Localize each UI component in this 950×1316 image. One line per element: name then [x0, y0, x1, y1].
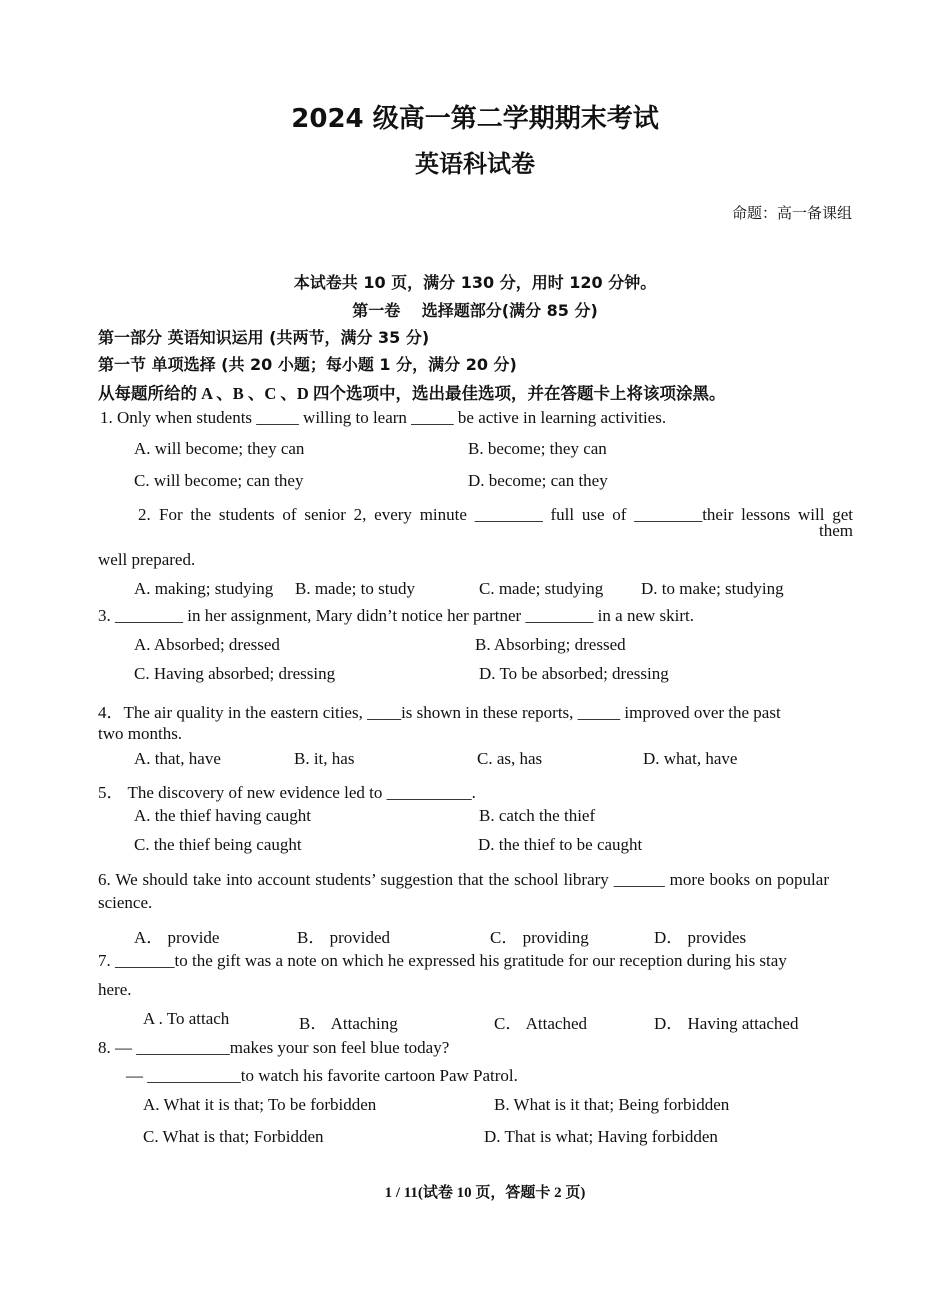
question-3-option-a: A. Absorbed; dressed: [134, 635, 280, 654]
question-2-option-a: A. making; studying: [134, 579, 274, 598]
question-6-option-a: A． provide: [134, 928, 220, 947]
question-6-option-d: D． provides: [654, 928, 747, 947]
question-2-option-b: B. made; to study: [295, 579, 415, 598]
volume-heading: 第一卷 选择题部分(满分 85 分): [352, 301, 598, 320]
question-3-option-b: B. Absorbing; dressed: [475, 635, 626, 654]
part-heading: 第一部分 英语知识运用 (共两节，满分 35 分): [98, 328, 430, 347]
page-footer: 1 / 11(试卷 10 页，答题卡 2 页): [384, 1185, 586, 1201]
question-5-option-d: D. the thief to be caught: [478, 835, 643, 854]
question-3-stem: 3. ________ in her assignment, Mary didn’t notice her partner ________ in a new skirt.: [98, 606, 694, 625]
question-7-option-b: B． Attaching: [299, 1014, 398, 1033]
question-5-stem: 5． The discovery of new evidence led to __________.: [98, 783, 476, 802]
question-1-option-d: D. become; can they: [468, 471, 608, 490]
question-8-line2: — ___________to watch his favorite cartoon Paw Patrol.: [126, 1066, 518, 1085]
question-7-option-c: C． Attached: [494, 1014, 588, 1033]
exam-summary: 本试卷共 10 页，满分 130 分，用时 120 分钟。: [293, 273, 657, 292]
question-5-option-a: A. the thief having caught: [134, 806, 312, 825]
question-1-option-b: B. become; they can: [468, 439, 607, 458]
question-7-option-a: A . To attach: [143, 1009, 230, 1028]
exam-title: 2024 级高一第二学期期末考试: [291, 104, 659, 134]
question-2-number: 2.: [138, 505, 151, 524]
question-4-stem-line1: 4．The air quality in the eastern cities, ____is shown in these reports, _____ improved over the past: [98, 703, 781, 722]
question-6-stem: 6. We should take into account students’ suggestion that the school library ______ more books on popular science.: [98, 870, 829, 912]
question-2-stem-line1: For the students of senior 2, every minute ________ full use of ________their lessons will get: [159, 505, 853, 524]
question-2-stem-line2: well prepared.: [98, 550, 196, 569]
question-6-option-b: B． provided: [297, 928, 391, 947]
question-2-option-d: D. to make; studying: [641, 579, 784, 598]
question-1-option-c: C. will become; can they: [134, 471, 304, 490]
question-5-option-c: C. the thief being caught: [134, 835, 302, 854]
question-8-option-c: C. What is that; Forbidden: [143, 1127, 324, 1146]
question-7-stem-line2: here.: [98, 980, 132, 999]
question-2-option-c: C. made; studying: [479, 579, 604, 598]
question-7-stem-line1: 7. _______to the gift was a note on which he expressed his gratitude for our reception during his stay: [98, 951, 787, 970]
question-1-stem: 1. Only when students _____ willing to learn _____ be active in learning activities.: [100, 408, 667, 427]
question-8-line1: 8. — ___________makes your son feel blue today?: [98, 1038, 450, 1057]
question-4-option-a: A. that, have: [134, 749, 221, 768]
question-8-option-b: B. What is it that; Being forbidden: [494, 1095, 730, 1114]
question-4-option-b: B. it, has: [294, 749, 355, 768]
question-4-option-c: C. as, has: [477, 749, 543, 768]
question-2-stem-tail: them: [819, 521, 853, 540]
section-heading: 第一节 单项选择 (共 20 小题；每小题 1 分，满分 20 分): [98, 355, 517, 374]
exam-author: 命题：高一备课组: [731, 204, 852, 222]
question-8-option-d: D. That is what; Having forbidden: [484, 1127, 718, 1146]
exam-subtitle: 英语科试卷: [415, 150, 535, 178]
instruction: 从每题所给的 A 、B 、C 、D 四个选项中，选出最佳选项，并在答题卡上将该项涂黑。: [98, 384, 726, 403]
question-3-option-c: C. Having absorbed; dressing: [134, 664, 336, 683]
question-5-option-b: B. catch the thief: [479, 806, 596, 825]
question-6-option-c: C． providing: [490, 928, 589, 947]
question-4-option-d: D. what, have: [643, 749, 738, 768]
question-4-stem-line2: two months.: [98, 724, 183, 743]
question-1-option-a: A. will become; they can: [134, 439, 305, 458]
question-8-option-a: A. What it is that; To be forbidden: [143, 1095, 377, 1114]
question-7-option-d: D． Having attached: [654, 1014, 799, 1033]
question-3-option-d: D. To be absorbed; dressing: [479, 664, 669, 683]
